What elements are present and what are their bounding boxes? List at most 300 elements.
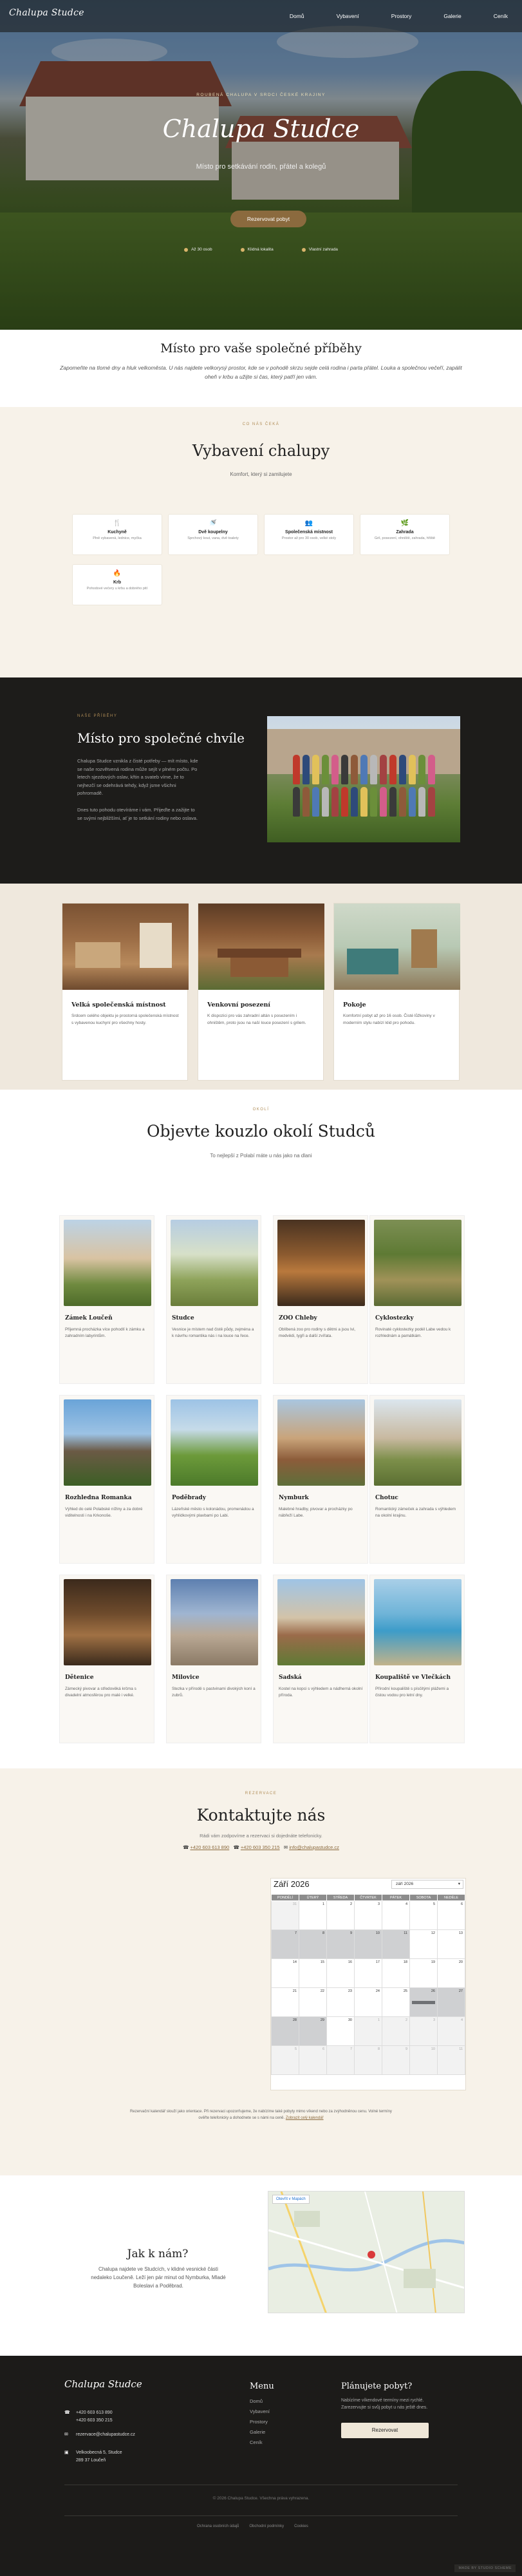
explore-eyebrow: OKOLÍ <box>252 1108 270 1112</box>
calendar-day[interactable] <box>410 1959 438 1988</box>
calendar-day-number: 11 <box>459 2047 463 2051</box>
room-table <box>230 958 288 977</box>
calendar-day-number: 31 <box>292 1902 297 1906</box>
calendar-day-number: 10 <box>431 2047 435 2051</box>
calendar-week <box>272 1930 465 1959</box>
calendar-week <box>272 1959 465 1988</box>
person-figure <box>293 787 300 817</box>
calendar-day[interactable] <box>382 1959 410 1988</box>
hero-badge <box>302 247 338 252</box>
person-figure <box>322 755 329 784</box>
mail-icon: ✉ <box>283 1844 290 1850</box>
site-logo[interactable]: Chalupa Studce <box>9 8 84 18</box>
place-card[interactable] <box>369 1395 465 1564</box>
footer-menu-item[interactable]: Vybavení <box>250 2409 270 2414</box>
hero-subtitle: Místo pro setkávání rodin, přátel a kolegů <box>196 163 326 171</box>
nav-link-spaces[interactable]: Prostory <box>391 13 412 19</box>
calendar-day[interactable] <box>299 2046 327 2075</box>
calendar-day-number: 23 <box>348 1989 352 1993</box>
place-image <box>277 1579 365 1665</box>
top-navigation <box>0 0 522 32</box>
place-title: Sadská <box>279 1674 302 1681</box>
phone-link[interactable]: +420 603 350 215 <box>240 1844 280 1850</box>
calendar-day-number: 21 <box>292 1989 297 1993</box>
calendar-day[interactable] <box>272 2046 299 2075</box>
weekday-header: ÚTERÝ <box>299 1895 327 1901</box>
place-text: Lázeňské město s kolonádou, promenádou a vyhlídkovými plavbami po Labi. <box>172 1507 254 1519</box>
calendar-day-number: 15 <box>320 1960 324 1964</box>
rooms-section <box>0 884 522 1090</box>
calendar-day-number: 22 <box>320 1989 324 1993</box>
room-image <box>62 904 189 990</box>
contact-section <box>0 1768 522 2175</box>
calendar-weeks <box>272 1901 465 2075</box>
calendar-day-number: 11 <box>404 1931 407 1935</box>
calendar-day-number: 7 <box>350 2047 352 2051</box>
weekday-header: ČTVRTEK <box>355 1895 382 1901</box>
calendar-day-number: 12 <box>431 1931 435 1935</box>
footer-plan-text: Nabízíme víkendové termíny mezi rychlé. Zarezervujte si svůj pobyt u nás ještě dnes. <box>341 2398 428 2410</box>
calendar-day-number: 17 <box>375 1960 380 1964</box>
person-figure <box>322 787 329 817</box>
nav-link-pricing[interactable]: Ceník <box>493 13 508 19</box>
place-card[interactable] <box>166 1215 261 1384</box>
calendar-day[interactable] <box>272 1930 299 1959</box>
place-image <box>374 1220 461 1306</box>
calendar-day-number: 5 <box>433 1902 435 1906</box>
place-text: Rovinaté cyklostezky podél Labe vedou k rozhlednám a památkám. <box>375 1327 451 1339</box>
person-figure <box>303 787 310 817</box>
calendar-day[interactable] <box>382 1901 410 1930</box>
about-paragraph: Chalupa Studce vznikla z čisté potřeby — mít místo, kde se naše rozvětvená rodina může sejít v plném počtu. Po letech sjezdových oslav, křtin a svateb víme, že to nejhezčí se odehrává tehdy, když jsme všichni pohromadě. <box>77 758 198 796</box>
terms-link[interactable]: Obchodní podmínky <box>249 2524 284 2528</box>
place-title: Studce <box>172 1315 194 1321</box>
place-card[interactable] <box>166 1395 261 1564</box>
calendar-day[interactable] <box>327 1959 355 1988</box>
calendar-day[interactable] <box>438 2017 465 2046</box>
room-title: Pokoje <box>343 1001 366 1009</box>
footer-email <box>64 2432 135 2438</box>
mail-icon: ✉ <box>64 2432 68 2437</box>
calendar-day-number: 19 <box>431 1960 435 1964</box>
place-image <box>171 1579 258 1665</box>
equipment-card <box>360 514 450 555</box>
weekday-header: STŘEDA <box>327 1895 355 1901</box>
calendar-day[interactable] <box>410 2017 438 2046</box>
place-text: Stezka v přírodě s pastvinami divokých koní a zubrů. <box>172 1687 256 1698</box>
phone-link[interactable]: +420 603 613 890 <box>190 1844 230 1850</box>
location-map[interactable] <box>268 2191 465 2313</box>
calendar-day[interactable] <box>355 1930 382 1959</box>
room-text: Srdcem celého objektu je prostorná společenská místnost s vybavenou kuchyní pro všechny hosty. <box>71 1014 179 1025</box>
month-select[interactable] <box>391 1880 463 1889</box>
room-image <box>334 904 460 990</box>
equipment-card <box>168 514 258 555</box>
calendar-day[interactable] <box>410 1901 438 1930</box>
phone-icon: ☎ <box>183 1844 191 1850</box>
calendar-day[interactable] <box>272 2017 299 2046</box>
place-image <box>171 1220 258 1306</box>
about-paragraph: Dnes tuto pohodu otevíráme i vám. Přijeďte a zažijte to se svými nejbližšími, ať je to setkání rodiny nebo oslava. <box>77 807 198 821</box>
place-image <box>374 1399 461 1486</box>
room-image <box>198 904 324 990</box>
month-select-value: září 2026 <box>396 1882 414 1886</box>
person-figure <box>380 755 387 784</box>
footer-address-line: 289 37 Loučeň <box>76 2458 106 2463</box>
room-card <box>198 903 324 1081</box>
calendar-day[interactable] <box>410 1930 438 1959</box>
equipment-card-desc: Gril, posezení, ohniště, zahrada, hřiště <box>374 536 436 540</box>
nav-link-equipment[interactable]: Vybavení <box>336 13 359 19</box>
directions-section <box>0 2175 522 2356</box>
calendar-day[interactable] <box>299 1959 327 1988</box>
place-card[interactable] <box>59 1575 154 1743</box>
equipment-card <box>72 514 162 555</box>
calendar-weekdays <box>272 1895 465 1901</box>
calendar-day-number: 29 <box>320 2018 324 2022</box>
contact-eyebrow: REZERVACE <box>245 1792 277 1795</box>
calendar-day-number: 16 <box>348 1960 352 1964</box>
contact-line <box>0 1844 522 1850</box>
person-figure <box>399 787 406 817</box>
calendar-day[interactable] <box>438 1959 465 1988</box>
calendar-day[interactable] <box>327 1930 355 1959</box>
calendar-day[interactable] <box>438 1988 465 2017</box>
building-icon: ▣ <box>64 2450 69 2455</box>
story-title: Místo pro vaše společné příběhy <box>160 341 362 355</box>
calendar-day[interactable] <box>327 1988 355 2017</box>
person-figure <box>399 755 406 784</box>
footer-logo[interactable]: Chalupa Studce <box>64 2378 142 2390</box>
person-figure <box>370 787 377 817</box>
calendar-day[interactable] <box>299 1901 327 1930</box>
place-text: Vesnice je místem nad čistě půdy, zejména a k návrhu romantika nás i na louce na řece. <box>172 1327 254 1339</box>
equipment-card <box>72 564 162 605</box>
calendar-day[interactable] <box>272 1988 299 2017</box>
calendar-day[interactable] <box>299 2017 327 2046</box>
room-text: K dispozici pro vás zahradní altán s posezením i ohništěm, proto jsou na naší louce posezení s grilem. <box>207 1014 306 1025</box>
footer-address <box>64 2450 122 2456</box>
calendar-day-number: 8 <box>322 1931 324 1935</box>
calendar-day[interactable] <box>438 1901 465 1930</box>
booking-bar <box>412 2001 435 2004</box>
place-card[interactable] <box>369 1575 465 1743</box>
calendar-day-number: 8 <box>377 2047 380 2051</box>
calendar-day[interactable] <box>410 2046 438 2075</box>
person-figure <box>428 787 435 817</box>
calendar-day-number: 18 <box>403 1960 407 1964</box>
fire-icon: 🔥 <box>113 570 122 577</box>
room-bed <box>347 949 398 974</box>
place-text: Kostel na kopci s výhledem a nádherná okolní příroda. <box>279 1687 363 1698</box>
utensils-icon: 🍴 <box>113 520 122 527</box>
calendar-link[interactable]: Zobrazit celý kalendář <box>285 2116 324 2120</box>
calendar-day-number: 30 <box>348 2018 352 2022</box>
equipment-eyebrow: CO NÁS ČEKÁ <box>242 422 280 426</box>
calendar-day[interactable] <box>355 2046 382 2075</box>
person-figure <box>312 787 319 817</box>
calendar-day-number: 2 <box>405 2018 407 2022</box>
equipment-card-desc: Pohodové večery u krbu a dobrého pití <box>86 587 148 591</box>
person-figure <box>418 755 425 784</box>
footer-phone <box>64 2410 113 2416</box>
place-image <box>277 1399 365 1486</box>
footer-menu-item[interactable]: Domů <box>250 2398 263 2404</box>
calendar-day-number: 1 <box>322 1902 324 1906</box>
calendar-day[interactable] <box>382 1930 410 1959</box>
room-bench <box>218 949 301 958</box>
calendar-day-number: 26 <box>431 1989 435 1993</box>
place-text: Malebné hradby, pivovar a procházky po nábřeží Labe. <box>279 1507 353 1519</box>
calendar-week <box>272 2017 465 2046</box>
equipment-title: Vybavení chalupy <box>192 442 330 460</box>
room-card <box>333 903 460 1081</box>
story-section <box>0 330 522 407</box>
calendar-day[interactable] <box>355 2017 382 2046</box>
room-wardrobe <box>411 929 437 968</box>
calendar-day-number: 1 <box>377 2018 380 2022</box>
calendar-day[interactable] <box>438 2046 465 2075</box>
place-card[interactable] <box>273 1215 368 1384</box>
calendar-day-number: 6 <box>322 2047 324 2051</box>
place-image <box>171 1399 258 1486</box>
footer-plan-title: Plánujete pobyt? <box>341 2382 413 2391</box>
calendar-day-number: 24 <box>375 1989 380 1993</box>
calendar-day[interactable] <box>382 1988 410 2017</box>
footer-menu-item[interactable]: Galerie <box>250 2429 266 2435</box>
calendar-day[interactable] <box>382 2046 410 2075</box>
room-title: Velká společenská místnost <box>71 1001 166 1009</box>
place-card[interactable] <box>369 1215 465 1384</box>
calendar-day-number: 3 <box>377 1902 380 1906</box>
calendar-week <box>272 1988 465 2017</box>
calendar-day[interactable] <box>327 1901 355 1930</box>
calendar-note <box>129 2108 393 2121</box>
footer-phone-value[interactable]: +420 603 613 890 <box>76 2410 113 2415</box>
equipment-card-desc: Sprchový kout, vana, dvě toalety <box>187 536 239 540</box>
person-figure <box>360 787 368 817</box>
place-title: Dětenice <box>65 1674 94 1681</box>
about-section <box>0 677 522 884</box>
weekday-header: SOBOTA <box>410 1895 438 1901</box>
calendar-day[interactable] <box>327 2046 355 2075</box>
person-figure <box>389 787 396 817</box>
dot-icon <box>241 248 245 252</box>
calendar-day-number: 13 <box>458 1931 463 1935</box>
calendar-day-number: 4 <box>460 2018 463 2022</box>
calendar-day-number: 5 <box>294 2047 297 2051</box>
copyright: © 2026 Chalupa Studce. Všechna práva vyhrazena. <box>212 2496 310 2501</box>
directions-text: Chalupa najdete ve Studcích, v klidné vesnické části nedaleko Loučeně. Leží jen pár minut od Nymburka, Mladé Boleslavi a Poděbrad. <box>91 2266 226 2289</box>
explore-lead: To nejlepší z Polabí máte u nás jako na dlani <box>210 1153 312 1159</box>
equipment-lead: Komfort, který si zamilujete <box>230 471 292 477</box>
person-figure <box>409 755 416 784</box>
person-figure <box>341 787 348 817</box>
footer <box>0 2356 522 2576</box>
equipment-card-title: Krb <box>113 580 122 585</box>
place-title: Rozhledna Romanka <box>65 1495 132 1501</box>
nav-links <box>290 13 508 19</box>
place-card[interactable] <box>59 1215 154 1384</box>
person-figure <box>370 755 377 784</box>
footer-reserve-button[interactable]: Rezervovat <box>341 2423 429 2438</box>
place-image <box>64 1579 151 1665</box>
hero-badges <box>0 247 522 252</box>
calendar-day-number: 2 <box>350 1902 352 1906</box>
calendar-day[interactable] <box>382 2017 410 2046</box>
calendar-day-number: 9 <box>350 1931 352 1935</box>
place-card[interactable] <box>59 1395 154 1564</box>
person-figure <box>351 755 358 784</box>
calendar-grid <box>271 1894 465 2075</box>
equipment-section <box>0 407 522 677</box>
calendar-day[interactable] <box>272 1901 299 1930</box>
weekday-header: PONDĚLÍ <box>272 1895 299 1901</box>
place-title: Milovice <box>172 1674 200 1681</box>
hero-eyebrow: ROUBENÁ CHALUPA V SRDCI ČESKÉ KRAJINY <box>196 93 326 97</box>
calendar-day[interactable] <box>355 1901 382 1930</box>
equipment-card <box>264 514 354 555</box>
family-photo <box>267 716 460 842</box>
made-by-badge[interactable]: MADE BY STUDIO SCHEME <box>454 2564 516 2572</box>
weekday-header: PÁTEK <box>382 1895 410 1901</box>
photo-people <box>293 755 438 822</box>
calendar-day[interactable] <box>299 1930 327 1959</box>
dot-icon <box>184 248 188 252</box>
equipment-card-desc: Plně vybavená, lednice, myčka <box>93 536 142 540</box>
map-graphic <box>268 2192 465 2313</box>
place-image <box>64 1399 151 1486</box>
calendar-day-number: 10 <box>375 1931 380 1935</box>
place-title: Cyklostezky <box>375 1315 414 1321</box>
footer-menu-title: Menu <box>250 2382 274 2391</box>
calendar-day-number: 6 <box>460 1902 463 1906</box>
calendar-day-number: 27 <box>458 1989 463 1993</box>
nav-link-home[interactable]: Domů <box>289 13 304 19</box>
place-title: ZOO Chleby <box>279 1315 317 1321</box>
footer-divider <box>64 2515 458 2516</box>
open-map-button[interactable]: Otevřít v Mapách <box>272 2195 310 2204</box>
story-text: Zapomeňte na tlomé dny a hluk velkoměsta. U nás najdete velkorysý prostor, kde se v pohodě skrzu sejde celá rodina i parta přátel. Louka a společnou večeří, zapálit oheň v krbu a užijte si čas, který patří jen vám. <box>60 365 462 380</box>
footer-menu-item[interactable]: Ceník <box>250 2439 263 2445</box>
footer-phone-value[interactable]: +420 603 350 215 <box>76 2418 113 2423</box>
place-text: Oblíbená zoo pro rodiny s dětmi a jsou lvi, medvědi, tygři a další zvířata. <box>279 1327 355 1339</box>
calendar-day[interactable] <box>299 1988 327 2017</box>
person-figure <box>428 755 435 784</box>
footer-legal-links <box>197 2524 308 2528</box>
place-text: Přijemná procházka více pohodlí k zámku a zahradním labyrintům. <box>65 1327 145 1339</box>
person-figure <box>380 787 387 817</box>
place-title: Koupaliště ve Vlečkách <box>375 1674 451 1681</box>
calendar-day-number: 14 <box>292 1960 297 1964</box>
calendar-month: Září 2026 <box>274 1879 310 1889</box>
contact-lead: Rádi vám zodpovíme a rezervaci si dojednáte telefonicky. <box>200 1833 322 1839</box>
hero-badge <box>241 247 274 252</box>
room-title: Venkovní posezení <box>207 1001 271 1009</box>
person-figure <box>389 755 396 784</box>
calendar-day[interactable] <box>355 1988 382 2017</box>
place-card[interactable] <box>273 1395 368 1564</box>
calendar-day[interactable] <box>327 2017 355 2046</box>
chevron-down-icon: ▾ <box>458 1882 460 1886</box>
person-figure <box>409 787 416 817</box>
hero-badge <box>184 247 212 252</box>
person-figure <box>351 787 358 817</box>
about-title: Místo pro společné chvíle <box>77 730 245 746</box>
calendar-note-text: Rezervační kalendář slouží jako orientace. Při rezervaci upozorňujeme, že nabízíme také pobyty mimo víkend nebo za zvýhodněnou cenu. Volné termíny ověřte telefonicky a dohodnete se s námi na ceně. <box>130 2110 392 2120</box>
nav-link-gallery[interactable]: Galerie <box>443 13 461 19</box>
place-image <box>277 1220 365 1306</box>
people-icon: 👥 <box>304 520 313 527</box>
person-figure <box>312 755 319 784</box>
leaf-icon: 🌿 <box>400 520 409 527</box>
person-figure <box>331 755 339 784</box>
room-card <box>62 903 188 1081</box>
person-figure <box>331 787 339 817</box>
equipment-card-title: Dvě koupelny <box>198 530 228 535</box>
phone-icon: ☎ <box>64 2410 70 2415</box>
place-title: Zámek Loučeň <box>65 1315 113 1321</box>
explore-section <box>0 1090 522 1768</box>
reservation-calendar <box>270 1878 466 2090</box>
calendar-day[interactable] <box>355 1959 382 1988</box>
bathroom-icon: 🚿 <box>209 520 218 527</box>
place-image <box>374 1579 461 1665</box>
calendar-week <box>272 2046 465 2075</box>
hero-badge-label: Klidná lokalita <box>247 247 274 252</box>
equipment-card-desc: Prostor až pro 30 osob, velké stoly <box>281 536 337 540</box>
place-title: Poděbrady <box>172 1495 206 1501</box>
equipment-card-title: Společenská místnost <box>285 530 333 535</box>
cookies-link[interactable]: Cookies <box>294 2524 308 2528</box>
person-figure <box>360 755 368 784</box>
explore-title: Objevte kouzlo okolí Studců <box>147 1122 375 1141</box>
room-table <box>75 942 120 968</box>
hero-badge-label: Až 30 osob <box>191 247 212 252</box>
footer-menu-item[interactable]: Prostory <box>250 2419 268 2425</box>
privacy-link[interactable]: Ochrana osobních údajů <box>197 2524 239 2528</box>
hero-title: Chalupa Studce <box>162 115 360 143</box>
calendar-day-number: 7 <box>294 1931 297 1935</box>
place-image <box>64 1220 151 1306</box>
directions-title: Jak k nám? <box>127 2248 189 2260</box>
calendar-day[interactable] <box>410 1988 438 2017</box>
calendar-week <box>272 1901 465 1930</box>
calendar-day[interactable] <box>438 1930 465 1959</box>
calendar-day-number: 4 <box>405 1902 407 1906</box>
calendar-day-number: 28 <box>292 2018 297 2022</box>
person-figure <box>303 755 310 784</box>
place-text: Zámecký pivovar a středověká krčma s divadelní atmosférou pro malé i velké. <box>65 1687 136 1698</box>
calendar-day-number: 9 <box>405 2047 407 2051</box>
equipment-card-title: Zahrada <box>396 530 414 535</box>
hero-section <box>0 0 522 330</box>
person-figure <box>418 787 425 817</box>
calendar-day[interactable] <box>272 1959 299 1988</box>
room-window <box>140 923 172 968</box>
reserve-button[interactable]: Rezervovat pobyt <box>230 211 306 227</box>
equipment-card-title: Kuchyně <box>107 530 127 535</box>
footer-address-line: Velkoobecná 5, Studce <box>76 2450 122 2455</box>
email-link[interactable]: info@chalupastudce.cz <box>289 1844 339 1850</box>
phone-icon: ☎ <box>233 1844 241 1850</box>
place-text: Romantický zámeček a zahrada s výhledem na okolní krajinu. <box>375 1507 456 1519</box>
footer-email-value[interactable]: rezervace@chalupastudce.cz <box>76 2432 135 2437</box>
place-card[interactable] <box>166 1575 261 1743</box>
place-card[interactable] <box>273 1575 368 1743</box>
person-figure <box>341 755 348 784</box>
place-title: Nymburk <box>279 1495 309 1501</box>
